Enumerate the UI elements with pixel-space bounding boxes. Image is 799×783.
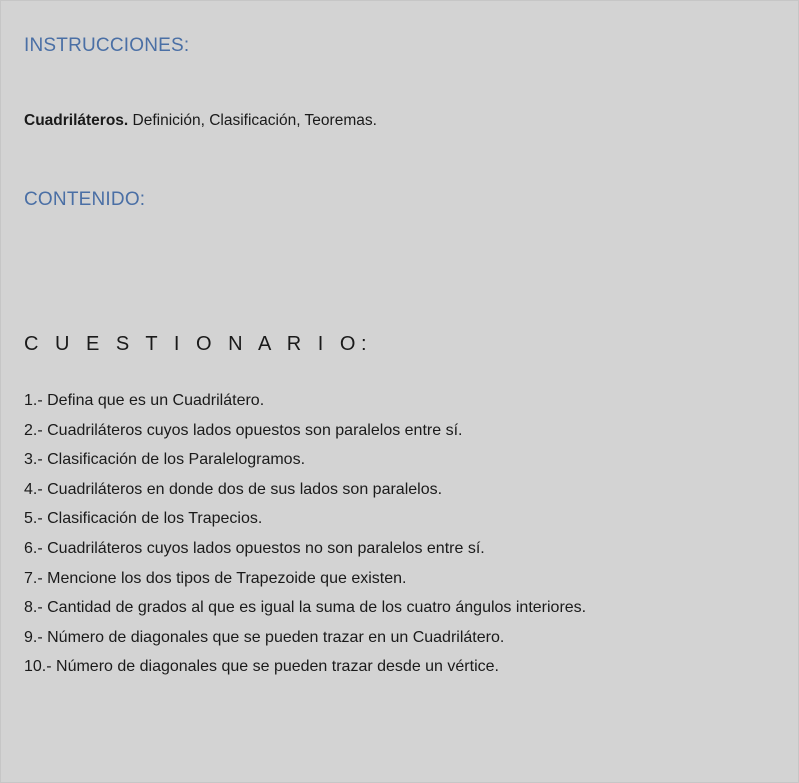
question-item: 10.- Número de diagonales que se pueden trazar desde un vértice. <box>24 658 499 676</box>
topic-subtopics: Definición, Clasificación, Teoremas. <box>128 112 377 129</box>
question-item: 5.- Clasificación de los Trapecios. <box>24 510 263 528</box>
question-item: 2.- Cuadriláteros cuyos lados opuestos son paralelos entre sí. <box>24 421 463 439</box>
question-item: 1.- Defina que es un Cuadrilátero. <box>24 392 265 409</box>
topic-title: Cuadriláteros. <box>24 112 129 129</box>
question-item: 4.- Cuadriláteros en donde dos de sus lados son paralelos. <box>24 480 443 498</box>
content-heading: CONTENIDO: <box>24 189 146 210</box>
question-item: 3.- Clasificación de los Paralelogramos. <box>24 451 306 469</box>
question-list <box>24 391 586 687</box>
quiz-title <box>24 333 367 356</box>
question-item: 7.- Mencione los dos tipos de Trapezoide que existen. <box>24 569 407 587</box>
question-item: 9.- Número de diagonales que se pueden trazar en un Cuadrilátero. <box>24 628 505 646</box>
question-item: 6.- Cuadriláteros cuyos lados opuestos no son paralelos entre sí. <box>24 539 485 557</box>
topic-line <box>24 112 377 130</box>
quiz-title-colon: : <box>360 333 367 355</box>
instructions-heading: INSTRUCCIONES: <box>24 35 190 56</box>
question-item: 8.- Cantidad de grados al que es igual la suma de los cuatro ángulos interiores. <box>24 599 587 617</box>
quiz-title-text: C U E S T I O N A R I O <box>24 333 361 355</box>
